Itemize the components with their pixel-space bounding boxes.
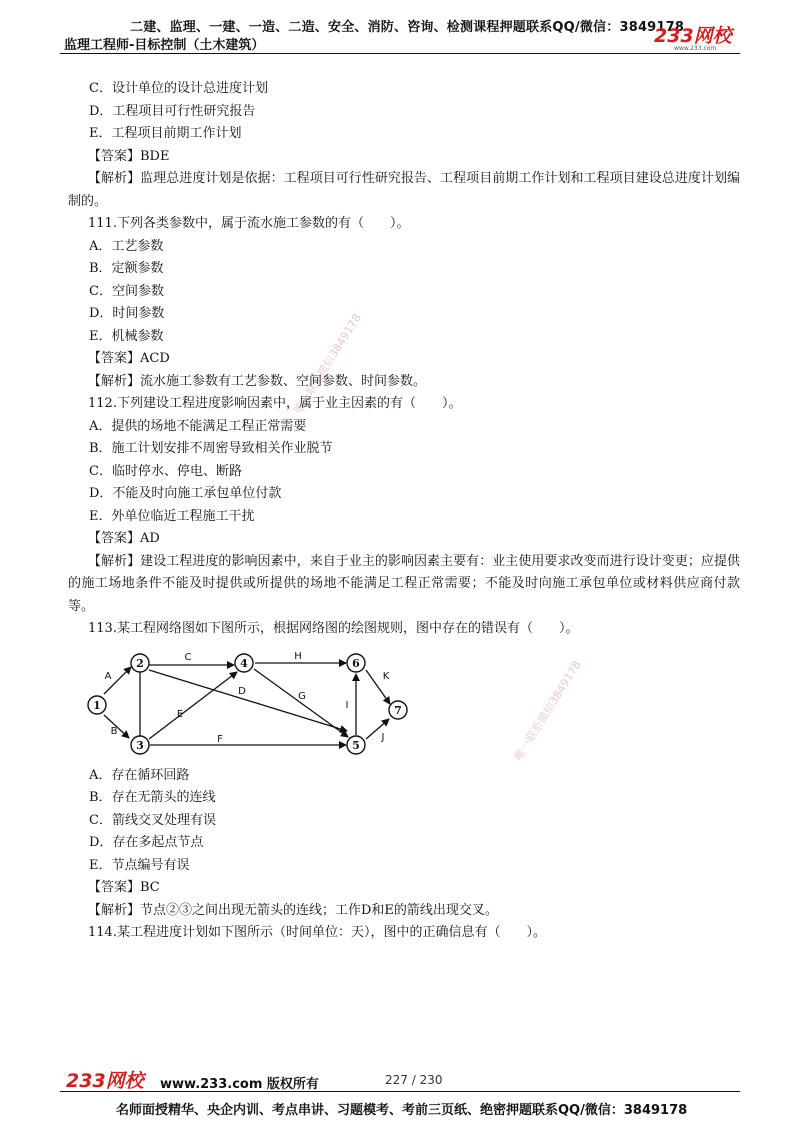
- q111-stem: 111.下列各类参数中，属于流水施工参数的有（ ）。: [88, 216, 410, 231]
- network-diagram: [80, 649, 430, 759]
- node-label: 2: [136, 656, 144, 670]
- watermark: 唯一联系微信3849178: [291, 311, 364, 416]
- q111-option-b: B．定额参数: [89, 261, 164, 276]
- q112-option-c: C．临时停水、停电、断路: [89, 463, 242, 479]
- footer-promo: 名师面授精华、央企内训、考点串讲、习题模考、考前三页纸、绝密押题联系QQ/微信：3849178: [116, 1103, 688, 1118]
- activity-label: G: [298, 690, 306, 702]
- footer-logo-text: 233网校: [66, 1070, 144, 1092]
- activity-label: A: [104, 670, 112, 682]
- footer-site: www.233.com 版权所有: [160, 1077, 319, 1092]
- header-logo: [652, 22, 742, 52]
- activity-label: F: [217, 733, 223, 745]
- q111-analysis: 【解析】流水施工参数有工艺参数、空间参数、时间参数。: [88, 373, 427, 389]
- node-label: 1: [93, 698, 101, 712]
- footer-rule: [60, 1091, 740, 1092]
- activity-label: J: [381, 731, 385, 743]
- q111-option-e: E．机械参数: [89, 328, 164, 344]
- q110-option-c: C．设计单位的设计总进度计划: [89, 81, 268, 96]
- header-subtitle: 监理工程师-目标控制（土木建筑）: [64, 38, 265, 53]
- arrow-e: [149, 672, 237, 739]
- q112-option-a: A．提供的场地不能满足工程正常需要: [89, 418, 307, 434]
- q113-option-e: E．节点编号有误: [89, 857, 190, 873]
- q113-option-b: B．存在无箭头的连线: [89, 790, 216, 805]
- q113-stem: 113.某工程网络图如下图所示，根据网络图的绘图规则，图中存在的错误有（ ）。: [88, 621, 579, 636]
- q112-option-b: B．施工计划安排不周密导致相关作业脱节: [89, 441, 333, 456]
- arrow-j: [366, 719, 389, 739]
- q110-option-d: D．工程项目可行性研究报告: [89, 103, 256, 119]
- header-promo: 二建、监理、一建、一造、二造、安全、消防、咨询、检测课程押题联系QQ/微信：3849178: [130, 20, 685, 35]
- q111-option-d: D．时间参数: [89, 306, 165, 321]
- page-number: 227 / 230: [385, 1073, 443, 1087]
- activity-label: E: [176, 708, 184, 720]
- q113-option-c: C．箭线交叉处理有误: [89, 812, 216, 828]
- footer-logo: [64, 1067, 154, 1093]
- activity-label: H: [294, 650, 302, 662]
- q110-answer: 【答案】BDE: [88, 148, 170, 164]
- activity-label: D: [238, 685, 246, 697]
- arrow-d: [149, 670, 347, 731]
- node-label: 6: [352, 656, 360, 670]
- watermark: 唯一联系微信3849178: [511, 658, 584, 763]
- header-rule: [60, 53, 740, 54]
- q111-answer: 【答案】ACD: [88, 351, 170, 366]
- node-label: 7: [394, 703, 402, 717]
- q110-option-e: E．工程项目前期工作计划: [89, 126, 242, 141]
- q113-answer: 【答案】BC: [88, 880, 160, 895]
- activity-label: K: [382, 670, 390, 682]
- q113-analysis: 【解析】节点②③之间出现无箭头的连线；工作D和E的箭线出现交叉。: [88, 902, 498, 918]
- arrow-g: [254, 669, 348, 737]
- q112-option-e: E．外单位临近工程施工干扰: [89, 508, 255, 524]
- q114-stem: 114.某工程进度计划如下图所示（时间单位：天），图中的正确信息有（ ）。: [88, 925, 546, 940]
- q110-analysis: 【解析】监理总进度计划是依据：工程项目可行性研究报告、工程项目前期工作计划和工程项目建设总进度计划编制的。: [68, 171, 740, 209]
- activity-label: C: [184, 651, 192, 663]
- q112-answer: 【答案】AD: [88, 531, 160, 546]
- q113-option-a: A．存在循环回路: [89, 767, 190, 783]
- q113-option-d: D．存在多起点节点: [89, 835, 204, 850]
- header-logo-text: 233网校: [654, 25, 732, 47]
- node-label: 5: [352, 738, 360, 752]
- page-content: [68, 78, 740, 945]
- activity-label: I: [345, 699, 349, 711]
- node-label: 4: [240, 656, 248, 670]
- header-logo-url: www.233.com: [674, 45, 717, 52]
- node-label: 3: [136, 738, 144, 752]
- q112-option-d: D．不能及时向施工承包单位付款: [89, 486, 282, 501]
- q112-stem: 112.下列建设工程进度影响因素中，属于业主因素的有（ ）。: [88, 396, 462, 411]
- q112-analysis: 【解析】建设工程进度的影响因素中，来自于业主的影响因素主要有：业主使用要求改变而进行设计变更；应提供的施工场地条件不能及时提供或所提供的场地不能满足工程正常需要；不能及时向施工承包单位或材料供应商付款等。: [68, 553, 740, 614]
- q111-option-a: A．工艺参数: [89, 238, 164, 254]
- activity-label: B: [110, 725, 118, 737]
- q111-option-c: C．空间参数: [89, 283, 164, 299]
